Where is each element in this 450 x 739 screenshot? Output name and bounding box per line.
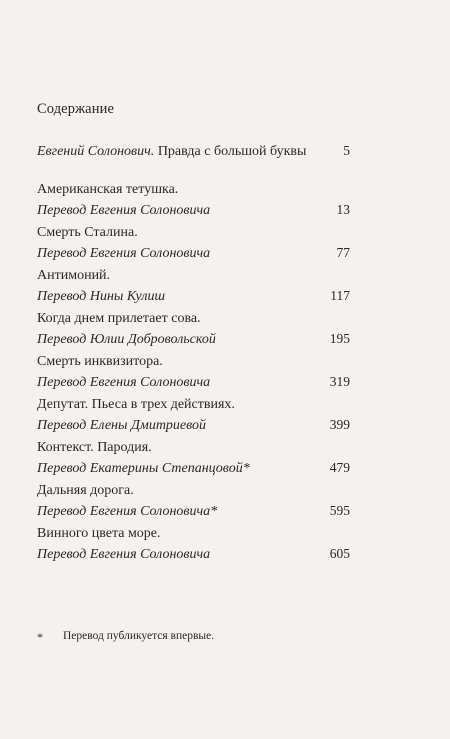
- page-number: 319: [329, 374, 350, 389]
- page-title: Содержание: [37, 101, 114, 117]
- page-number: 605: [329, 546, 350, 561]
- toc-entry[interactable]: [37, 438, 350, 481]
- page-number: 77: [336, 245, 350, 260]
- entry-title: Смерть инквизитора.: [37, 354, 163, 369]
- page-number: 595: [329, 503, 350, 518]
- footnote: [37, 630, 214, 645]
- entry-title: Антимоний.: [37, 268, 111, 283]
- entry-title: Когда днем прилетает сова.: [37, 311, 201, 326]
- entry-translator: Перевод Евгения Солоновича: [37, 203, 211, 218]
- toc-list: [37, 180, 350, 567]
- entry-translator: Перевод Евгения Солоновича: [37, 375, 211, 390]
- entry-title: Депутат. Пьеса в трех действиях.: [37, 397, 235, 412]
- page-number: 13: [336, 202, 350, 217]
- page-number: 5: [343, 143, 350, 158]
- toc-entry[interactable]: [37, 266, 350, 309]
- footnote-text: Перевод публикуется впервые.: [63, 630, 215, 642]
- entry-title: Американская тетушка.: [37, 182, 179, 197]
- page-number: 195: [329, 331, 350, 346]
- footnote-marker: *: [37, 630, 43, 644]
- entry-translator: Перевод Евгения Солоновича*: [37, 504, 218, 519]
- toc-intro-entry[interactable]: [37, 143, 350, 163]
- entry-translator: Перевод Юлии Добровольской: [37, 332, 216, 347]
- page-number: 117: [330, 288, 350, 303]
- toc-entry[interactable]: [37, 524, 350, 567]
- entry-title: Контекст. Пародия.: [37, 440, 152, 455]
- entry-translator: Перевод Екатерины Степанцовой*: [37, 461, 250, 476]
- entry-translator: Перевод Евгения Солоновича: [37, 547, 211, 562]
- toc-entry[interactable]: [37, 481, 350, 524]
- entry-title: Дальняя дорога.: [37, 483, 134, 498]
- entry-translator: Перевод Евгения Солоновича: [37, 246, 211, 261]
- intro-author: Евгений Солонович.: [37, 144, 155, 159]
- entry-translator: Перевод Елены Дмитриевой: [37, 418, 207, 433]
- page-number: 479: [329, 460, 350, 475]
- toc-entry[interactable]: [37, 395, 350, 438]
- page-number: 399: [329, 417, 350, 432]
- toc-entry[interactable]: [37, 180, 350, 223]
- toc-entry[interactable]: [37, 309, 350, 352]
- toc-entry[interactable]: [37, 352, 350, 395]
- toc-entry[interactable]: [37, 223, 350, 266]
- intro-title: Правда с большой буквы: [157, 144, 307, 159]
- entry-translator: Перевод Нины Кулиш: [37, 289, 166, 304]
- intro-text: [37, 144, 306, 160]
- entry-title: Смерть Сталина.: [37, 225, 138, 240]
- entry-title: Винного цвета море.: [37, 526, 161, 541]
